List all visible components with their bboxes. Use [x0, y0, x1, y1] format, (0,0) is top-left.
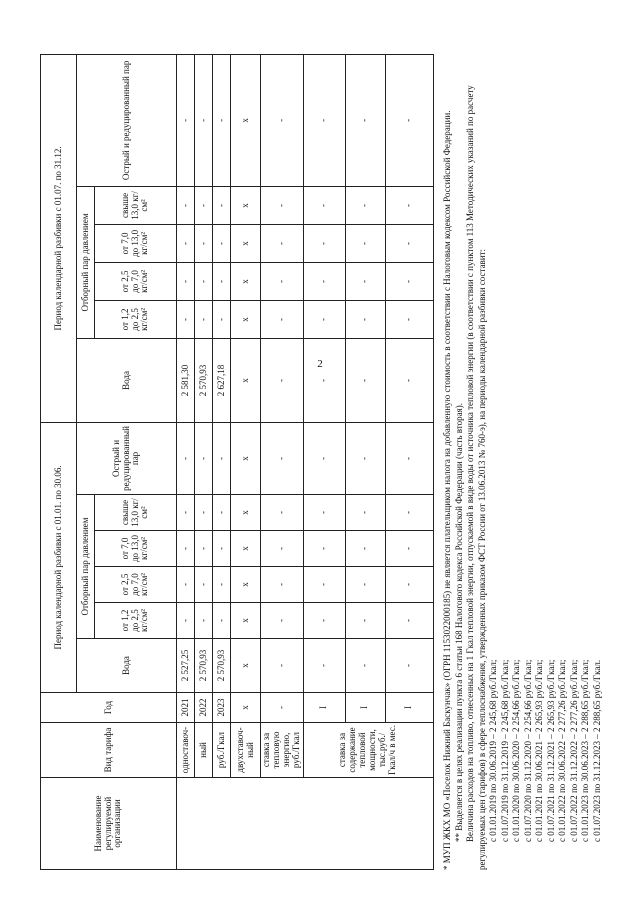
- sharp-steam-cell: -: [195, 422, 213, 494]
- water-cell: -: [385, 639, 433, 693]
- list-item: с 01.07.2022 по 31.12.2022 – 2 277,26 руб./Гкал;: [568, 659, 579, 842]
- steam-cell: -: [177, 186, 195, 224]
- list-item: с 01.01.2021 по 30.06.2021 – 2 265,93 руб./Гкал;: [534, 659, 544, 842]
- steam-cell: -: [303, 224, 345, 262]
- steam-cell: -: [261, 567, 304, 603]
- steam-cell: -: [385, 224, 433, 262]
- header-tariff-type: Вид тарифа: [41, 723, 177, 778]
- steam-cell: -: [303, 262, 345, 300]
- year-cell: I: [385, 693, 433, 723]
- list-item: с 01.01.2019 по 30.06.2019 – 2 245,68 руб./Гкал;: [488, 659, 498, 842]
- steam-cell: -: [213, 603, 231, 639]
- org-name-cell: [177, 778, 434, 870]
- steam-cell: -: [385, 567, 433, 603]
- steam-cell: -: [303, 531, 345, 567]
- steam-cell: -: [195, 495, 213, 531]
- steam-cell: -: [385, 531, 433, 567]
- steam-cell: -: [303, 495, 345, 531]
- water-price-h1: 2 527,25: [177, 639, 195, 693]
- header-sharp-steam-1: Острый и редуцированный пар: [77, 422, 177, 494]
- steam-cell: -: [385, 262, 433, 300]
- water-cell: -: [261, 338, 304, 422]
- footnote-vat: * МУП ЖКХ МО «Поселок Нижний Баскунчак» (ОГРН 1153022000185) не является плательщиком налога на добавленную стоимость в соответствии с Налоговым кодексом Российской Федерации.: [442, 110, 452, 870]
- water-cell: x: [231, 338, 261, 422]
- header-year: Год: [41, 693, 177, 723]
- year-cell: -: [261, 693, 304, 723]
- steam-cell: -: [303, 567, 345, 603]
- header-period-1: Период календарной разбивки с 01.01. по 30.06.: [41, 422, 77, 692]
- header-pressure-7-0-13-0: от 7,0 до 13,0 кг/см²: [95, 224, 177, 262]
- water-cell: -: [261, 639, 304, 693]
- steam-cell: -: [261, 224, 304, 262]
- tariff-type-cell: ставка за тепловую энергию, руб./Гкал: [261, 723, 304, 778]
- steam-cell: -: [303, 300, 345, 338]
- water-price-h2: 2 570,93: [195, 338, 213, 422]
- tariff-type-cell: ный: [195, 723, 213, 778]
- list-item: с 01.07.2021 по 31.12.2021 – 2 265,93 руб./Гкал;: [545, 659, 556, 842]
- header-sharp-steam-2: Острый и редуцированный пар: [77, 54, 177, 186]
- steam-cell: x: [231, 495, 261, 531]
- page-number: 2: [317, 358, 323, 370]
- steam-cell: -: [303, 603, 345, 639]
- water-price-h2: 2 581,30: [177, 338, 195, 422]
- water-cell: -: [345, 639, 385, 693]
- header-pressure-over-13-0: свыше 13,0 кг/см²: [95, 186, 177, 224]
- year-cell: 2021: [177, 693, 195, 723]
- table-row: [231, 54, 261, 869]
- sharp-steam-cell: -: [303, 422, 345, 494]
- sharp-steam-cell: -: [385, 54, 433, 186]
- list-item: с 01.07.2023 по 31.12.2023 – 2 288,65 руб./Гкал.: [591, 659, 602, 842]
- steam-cell: x: [231, 567, 261, 603]
- steam-cell: -: [195, 262, 213, 300]
- steam-cell: -: [213, 567, 231, 603]
- header-water-2: Вода: [77, 338, 177, 422]
- steam-cell: -: [345, 300, 385, 338]
- fuel-cost-paragraph: Величина расходов на топливо, отнесенных на 1 Гкал тепловой энергии, отпускаемой в виде воды от источника тепловой энергии (в соответствии с пунктом 113 Методических указаний по расчету регулируемых цен (тарифов) в сфере теплоснабжения, утвержденных приказом ФСТ России от 13.06.2013 № 760-э), на периоды календарной разбивки составит:: [465, 85, 487, 870]
- sharp-steam-cell: -: [261, 422, 304, 494]
- steam-cell: -: [213, 224, 231, 262]
- header-steam-2: Отборный пар давлением: [77, 186, 95, 338]
- sharp-steam-cell: -: [345, 54, 385, 186]
- steam-cell: -: [345, 224, 385, 262]
- water-cell: -: [345, 338, 385, 422]
- steam-cell: -: [345, 603, 385, 639]
- steam-cell: -: [303, 186, 345, 224]
- header-pressure-2-5-7-0: от 2,5 до 7,0 кг/см²: [95, 567, 177, 603]
- water-cell: -: [385, 338, 433, 422]
- sharp-steam-cell: -: [195, 54, 213, 186]
- steam-cell: -: [261, 186, 304, 224]
- sharp-steam-cell: -: [303, 54, 345, 186]
- steam-cell: -: [177, 495, 195, 531]
- steam-cell: x: [231, 603, 261, 639]
- steam-cell: x: [231, 224, 261, 262]
- header-period-2: Период календарной разбивки с 01.07. по 31.12.: [41, 54, 77, 422]
- steam-cell: -: [345, 495, 385, 531]
- header-pressure-2-5-7-0: от 2,5 до 7,0 кг/см²: [95, 262, 177, 300]
- year-cell: I: [345, 693, 385, 723]
- steam-cell: -: [195, 603, 213, 639]
- table-row: [213, 54, 231, 869]
- steam-cell: -: [177, 300, 195, 338]
- table-row: [177, 54, 195, 869]
- sharp-steam-cell: -: [177, 422, 195, 494]
- header-water-1: Вода: [77, 639, 177, 693]
- sharp-steam-cell: -: [261, 54, 304, 186]
- year-cell: 2022: [195, 693, 213, 723]
- list-item: с 01.07.2020 по 31.12.2020 – 2 254,66 руб./Гкал;: [522, 659, 533, 842]
- steam-cell: -: [195, 300, 213, 338]
- steam-cell: -: [213, 262, 231, 300]
- water-cell: x: [231, 639, 261, 693]
- water-price-h2: 2 627,18: [213, 338, 231, 422]
- steam-cell: -: [177, 224, 195, 262]
- steam-cell: -: [195, 186, 213, 224]
- water-price-h1: 2 570,93: [213, 639, 231, 693]
- steam-cell: -: [261, 603, 304, 639]
- steam-cell: -: [345, 186, 385, 224]
- sharp-steam-cell: x: [231, 422, 261, 494]
- water-cell: -: [303, 338, 345, 422]
- list-item: с 01.01.2022 по 30.06.2022 – 2 277,26 руб./Гкал;: [557, 659, 567, 842]
- header-pressure-over-13-0: свыше 13,0 кг/см²: [95, 495, 177, 531]
- steam-cell: -: [195, 531, 213, 567]
- header-pressure-7-0-13-0: от 7,0 до 13,0 кг/см²: [95, 531, 177, 567]
- steam-cell: -: [213, 531, 231, 567]
- sharp-steam-cell: -: [213, 54, 231, 186]
- tariff-type-cell: руб./Гкал: [213, 723, 231, 778]
- sharp-steam-cell: -: [213, 422, 231, 494]
- steam-cell: -: [385, 495, 433, 531]
- steam-cell: -: [195, 224, 213, 262]
- steam-cell: -: [213, 495, 231, 531]
- list-item: с 01.07.2019 по 31.12.2019 – 2 245,68 руб./Гкал;: [499, 659, 510, 842]
- steam-cell: x: [231, 186, 261, 224]
- header-pressure-1-2-2-5: от 1,2 до 2,5 кг/см²: [95, 300, 177, 338]
- steam-cell: -: [177, 603, 195, 639]
- table-row: [195, 54, 213, 869]
- sharp-steam-cell: -: [385, 422, 433, 494]
- steam-cell: -: [261, 495, 304, 531]
- sharp-steam-cell: -: [345, 422, 385, 494]
- list-item: с 01.01.2023 по 30.06.2023 – 2 288,65 руб./Гкал;: [580, 659, 590, 842]
- rotated-content: [40, 40, 600, 870]
- sharp-steam-cell: -: [177, 54, 195, 186]
- table-row: [303, 54, 345, 869]
- list-item: с 01.01.2020 по 30.06.2020 – 2 254,66 руб./Гкал;: [511, 659, 521, 842]
- steam-cell: -: [213, 186, 231, 224]
- steam-cell: -: [195, 567, 213, 603]
- steam-cell: -: [385, 186, 433, 224]
- footnote-tax-code: ** Выделяется в целях реализации пункта 6 статьи 168 Налогового кодекса Российской Федерации (часть вторая).: [453, 403, 464, 842]
- steam-cell: -: [345, 531, 385, 567]
- table-row: [261, 54, 304, 869]
- steam-cell: x: [231, 531, 261, 567]
- header-org: Наименование регулируемой организации: [41, 778, 177, 870]
- fuel-cost-list: [488, 55, 603, 870]
- steam-cell: -: [385, 603, 433, 639]
- year-cell: I: [303, 693, 345, 723]
- year-cell: x: [231, 693, 261, 723]
- steam-cell: x: [231, 262, 261, 300]
- steam-cell: x: [231, 300, 261, 338]
- tariff-type-cell: одноставоч-: [177, 723, 195, 778]
- steam-cell: -: [345, 262, 385, 300]
- water-price-h1: 2 570,93: [195, 639, 213, 693]
- header-steam-1: Отборный пар давлением: [77, 495, 95, 639]
- water-cell: -: [303, 639, 345, 693]
- steam-cell: -: [261, 300, 304, 338]
- tariff-table: [40, 54, 434, 870]
- steam-cell: -: [261, 531, 304, 567]
- steam-cell: -: [213, 300, 231, 338]
- steam-cell: -: [261, 262, 304, 300]
- header-pressure-1-2-2-5: от 1,2 до 2,5 кг/см²: [95, 603, 177, 639]
- tariff-type-cell: двухставоч- ный: [231, 723, 261, 778]
- steam-cell: -: [177, 531, 195, 567]
- year-cell: 2023: [213, 693, 231, 723]
- steam-cell: -: [385, 300, 433, 338]
- footnotes: [442, 55, 603, 870]
- steam-cell: -: [345, 567, 385, 603]
- tariff-type-cell: ставка за содержание тепловой мощности, тыс.руб./Гкал/ч в мес.: [303, 723, 433, 778]
- steam-cell: -: [177, 567, 195, 603]
- steam-cell: -: [177, 262, 195, 300]
- sharp-steam-cell: x: [231, 54, 261, 186]
